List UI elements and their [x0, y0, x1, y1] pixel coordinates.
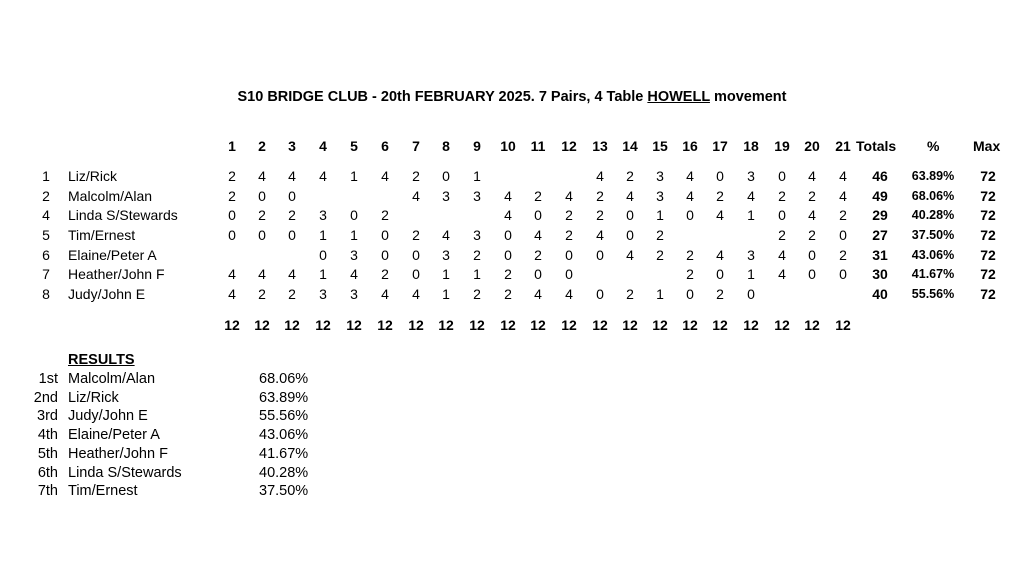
score-cell: 4 — [839, 188, 847, 204]
score-cell: 2 — [473, 247, 481, 263]
score-cell: 2 — [686, 266, 694, 282]
column-sum: 12 — [438, 317, 454, 333]
score-cell: 2 — [626, 168, 634, 184]
result-name: Liz/Rick — [68, 389, 119, 406]
pair-name: Heather/John F — [68, 266, 165, 282]
score-cell: 3 — [473, 227, 481, 243]
page-title — [0, 89, 1024, 105]
score-cell: 0 — [626, 207, 634, 223]
pair-name: Liz/Rick — [68, 168, 118, 184]
score-cell: 2 — [504, 286, 512, 302]
score-cell: 4 — [534, 286, 542, 302]
score-cell: 4 — [442, 227, 450, 243]
pair-total: 29 — [872, 207, 888, 223]
pair-total: 49 — [872, 188, 888, 204]
score-cell: 2 — [596, 207, 604, 223]
score-cell: 4 — [350, 266, 358, 282]
board-header: 7 — [412, 138, 420, 154]
percent-header: % — [927, 138, 940, 154]
pair-total: 31 — [872, 247, 888, 263]
score-cell: 0 — [686, 207, 694, 223]
score-cell: 2 — [228, 188, 236, 204]
score-cell: 4 — [686, 168, 694, 184]
board-header: 20 — [804, 138, 820, 154]
score-cell: 4 — [228, 266, 236, 282]
score-cell: 1 — [350, 227, 358, 243]
result-rank: 2nd — [33, 389, 58, 406]
score-cell: 4 — [288, 168, 296, 184]
score-cell: 0 — [319, 247, 327, 263]
results-heading: RESULTS — [68, 352, 135, 368]
score-cell: 3 — [442, 188, 450, 204]
board-header: 8 — [442, 138, 450, 154]
score-cell: 0 — [808, 266, 816, 282]
score-cell: 4 — [596, 227, 604, 243]
result-name: Heather/John F — [68, 445, 168, 462]
totals-header: Totals — [856, 138, 897, 154]
board-header: 16 — [682, 138, 698, 154]
board-header: 6 — [381, 138, 389, 154]
board-header: 13 — [592, 138, 608, 154]
score-cell: 4 — [381, 168, 389, 184]
pair-percent: 40.28% — [911, 208, 955, 222]
score-cell: 2 — [686, 247, 694, 263]
score-cell: 4 — [565, 188, 573, 204]
score-cell: 0 — [778, 207, 786, 223]
score-cell: 2 — [288, 207, 296, 223]
score-cell: 2 — [778, 188, 786, 204]
score-cell: 4 — [534, 227, 542, 243]
score-cell: 2 — [228, 168, 236, 184]
score-cell: 2 — [534, 247, 542, 263]
score-cell: 0 — [288, 188, 296, 204]
title-prefix: S10 BRIDGE CLUB - 20th FEBRUARY 2025. 7 Pairs, 4 Table — [237, 89, 648, 105]
score-cell: 1 — [656, 207, 664, 223]
score-cell: 0 — [381, 247, 389, 263]
column-sum: 12 — [224, 317, 240, 333]
board-header: 19 — [774, 138, 790, 154]
score-cell: 3 — [747, 168, 755, 184]
score-cell: 2 — [716, 286, 724, 302]
pair-total: 40 — [872, 286, 888, 302]
score-cell: 3 — [350, 286, 358, 302]
score-cell: 2 — [656, 247, 664, 263]
score-cell: 1 — [350, 168, 358, 184]
result-rank: 1st — [38, 371, 58, 387]
score-cell: 3 — [656, 188, 664, 204]
pair-max: 72 — [980, 247, 996, 263]
score-cell: 0 — [747, 286, 755, 302]
result-rank: 7th — [37, 483, 58, 500]
pair-total: 30 — [872, 266, 888, 282]
column-sum: 12 — [284, 317, 300, 333]
board-header: 4 — [319, 138, 327, 154]
score-cell: 0 — [228, 227, 236, 243]
column-sum: 12 — [254, 317, 270, 333]
score-cell: 3 — [319, 286, 327, 302]
score-cell: 2 — [534, 188, 542, 204]
board-header: 1 — [228, 138, 236, 154]
score-cell: 2 — [504, 266, 512, 282]
pair-name: Tim/Ernest — [68, 227, 136, 243]
score-cell: 3 — [319, 207, 327, 223]
score-cell: 0 — [412, 266, 420, 282]
column-sum: 12 — [469, 317, 485, 333]
column-sum: 12 — [622, 317, 638, 333]
score-cell: 0 — [596, 286, 604, 302]
score-cell: 2 — [412, 227, 420, 243]
score-cell: 1 — [473, 168, 481, 184]
score-cell: 0 — [442, 168, 450, 184]
result-name: Elaine/Peter A — [68, 427, 160, 444]
score-cell: 0 — [288, 227, 296, 243]
pair-percent: 55.56% — [911, 287, 955, 301]
score-cell: 3 — [747, 247, 755, 263]
score-cell: 4 — [381, 286, 389, 302]
column-sum: 12 — [774, 317, 790, 333]
pair-number: 2 — [42, 188, 50, 204]
score-cell: 4 — [288, 266, 296, 282]
score-cell: 0 — [534, 266, 542, 282]
score-cell: 1 — [442, 266, 450, 282]
score-cell: 2 — [656, 227, 664, 243]
score-cell: 0 — [716, 168, 724, 184]
pair-max: 72 — [980, 227, 996, 243]
pair-total: 27 — [872, 227, 888, 243]
score-cell: 4 — [626, 247, 634, 263]
score-cell: 2 — [808, 188, 816, 204]
score-cell: 4 — [596, 168, 604, 184]
board-header: 2 — [258, 138, 266, 154]
column-sum: 12 — [346, 317, 362, 333]
score-cell: 4 — [412, 188, 420, 204]
result-percent: 55.56% — [259, 408, 309, 425]
score-cell: 0 — [258, 227, 266, 243]
score-cell: 3 — [656, 168, 664, 184]
score-cell: 2 — [778, 227, 786, 243]
score-cell: 0 — [839, 266, 847, 282]
result-percent: 68.06% — [259, 371, 309, 387]
pair-name: Malcolm/Alan — [68, 188, 153, 204]
result-name: Judy/John E — [68, 408, 148, 425]
score-cell: 0 — [565, 266, 573, 282]
max-header: Max — [973, 138, 1001, 154]
column-sum: 12 — [408, 317, 424, 333]
board-header: 21 — [835, 138, 851, 154]
pair-total: 46 — [872, 168, 888, 184]
score-cell: 0 — [808, 247, 816, 263]
result-name: Linda S/Stewards — [68, 464, 182, 481]
score-cell: 1 — [747, 266, 755, 282]
board-header: 11 — [530, 138, 546, 154]
score-cell: 2 — [839, 247, 847, 263]
score-cell: 2 — [288, 286, 296, 302]
score-cell: 0 — [504, 247, 512, 263]
score-cell: 1 — [473, 266, 481, 282]
score-cell: 4 — [565, 286, 573, 302]
column-sum: 12 — [592, 317, 608, 333]
pair-percent: 43.06% — [911, 248, 955, 262]
score-cell: 0 — [228, 207, 236, 223]
result-percent: 40.28% — [259, 464, 309, 481]
pair-number: 4 — [42, 207, 50, 223]
score-cell: 4 — [716, 247, 724, 263]
board-header: 14 — [622, 138, 638, 154]
result-name: Tim/Ernest — [68, 483, 138, 500]
score-cell: 4 — [412, 286, 420, 302]
column-sum: 12 — [743, 317, 759, 333]
pair-max: 72 — [980, 266, 996, 282]
pair-number: 8 — [42, 286, 50, 302]
column-sum: 12 — [315, 317, 331, 333]
score-cell: 4 — [716, 207, 724, 223]
score-cell: 4 — [228, 286, 236, 302]
score-cell: 2 — [381, 266, 389, 282]
score-cell: 1 — [442, 286, 450, 302]
score-cell: 4 — [319, 168, 327, 184]
pair-percent: 41.67% — [911, 267, 955, 281]
score-cell: 0 — [258, 188, 266, 204]
column-sum: 12 — [835, 317, 851, 333]
result-percent: 37.50% — [259, 483, 309, 500]
result-rank: 3rd — [37, 408, 58, 425]
result-rank: 5th — [37, 445, 58, 462]
score-cell: 4 — [778, 266, 786, 282]
pair-percent: 68.06% — [911, 189, 955, 203]
score-cell: 0 — [534, 207, 542, 223]
score-cell: 4 — [504, 207, 512, 223]
pair-percent: 37.50% — [911, 228, 955, 242]
score-cell: 3 — [442, 247, 450, 263]
score-cell: 1 — [319, 227, 327, 243]
board-header: 15 — [652, 138, 668, 154]
result-rank: 6th — [37, 464, 58, 481]
score-cell: 4 — [747, 188, 755, 204]
score-cell: 0 — [350, 207, 358, 223]
board-header: 3 — [288, 138, 296, 154]
score-cell: 0 — [596, 247, 604, 263]
pair-max: 72 — [980, 168, 996, 184]
column-sum: 12 — [712, 317, 728, 333]
result-percent: 43.06% — [259, 427, 309, 444]
score-cell: 0 — [565, 247, 573, 263]
score-cell: 2 — [716, 188, 724, 204]
column-sum: 12 — [682, 317, 698, 333]
score-cell: 2 — [258, 286, 266, 302]
pair-max: 72 — [980, 207, 996, 223]
board-header: 12 — [561, 138, 577, 154]
title-underlined: HOWELL — [647, 89, 710, 105]
score-cell: 2 — [808, 227, 816, 243]
score-cell: 2 — [381, 207, 389, 223]
score-cell: 2 — [626, 286, 634, 302]
score-cell: 4 — [258, 168, 266, 184]
result-name: Malcolm/Alan — [68, 371, 156, 387]
score-cell: 4 — [258, 266, 266, 282]
score-cell: 0 — [686, 286, 694, 302]
score-cell: 0 — [504, 227, 512, 243]
score-cell: 2 — [473, 286, 481, 302]
score-cell: 2 — [258, 207, 266, 223]
pair-number: 5 — [42, 227, 50, 243]
score-cell: 1 — [747, 207, 755, 223]
score-cell: 4 — [778, 247, 786, 263]
result-percent: 41.67% — [259, 445, 309, 462]
score-cell: 4 — [808, 207, 816, 223]
score-cell: 2 — [412, 168, 420, 184]
score-cell: 3 — [473, 188, 481, 204]
title-suffix: movement — [709, 89, 787, 105]
score-cell: 0 — [839, 227, 847, 243]
column-sum: 12 — [377, 317, 393, 333]
score-cell: 2 — [565, 227, 573, 243]
column-sum: 12 — [530, 317, 546, 333]
pair-name: Judy/John E — [68, 286, 146, 302]
pair-name: Linda S/Stewards — [68, 207, 178, 223]
score-cell: 0 — [778, 168, 786, 184]
result-percent: 63.89% — [259, 389, 309, 406]
score-cell: 2 — [839, 207, 847, 223]
board-header: 10 — [500, 138, 516, 154]
pair-number: 7 — [42, 266, 50, 282]
score-cell: 1 — [319, 266, 327, 282]
score-cell: 4 — [839, 168, 847, 184]
score-cell: 0 — [626, 227, 634, 243]
score-cell: 1 — [656, 286, 664, 302]
pair-number: 1 — [42, 168, 50, 184]
score-cell: 2 — [596, 188, 604, 204]
result-rank: 4th — [37, 427, 58, 444]
pair-percent: 63.89% — [911, 169, 955, 183]
board-header: 5 — [350, 138, 358, 154]
column-sum: 12 — [561, 317, 577, 333]
pair-max: 72 — [980, 286, 996, 302]
score-cell: 0 — [381, 227, 389, 243]
score-cell: 4 — [626, 188, 634, 204]
score-cell: 0 — [716, 266, 724, 282]
column-sum: 12 — [500, 317, 516, 333]
score-cell: 0 — [412, 247, 420, 263]
score-cell: 4 — [686, 188, 694, 204]
score-cell: 4 — [504, 188, 512, 204]
score-cell: 2 — [565, 207, 573, 223]
column-sum: 12 — [804, 317, 820, 333]
score-cell: 4 — [808, 168, 816, 184]
pair-number: 6 — [42, 247, 50, 263]
board-header: 9 — [473, 138, 481, 154]
board-header: 17 — [712, 138, 728, 154]
pair-max: 72 — [980, 188, 996, 204]
score-cell: 3 — [350, 247, 358, 263]
pair-name: Elaine/Peter A — [68, 247, 157, 263]
board-header: 18 — [743, 138, 759, 154]
column-sum: 12 — [652, 317, 668, 333]
